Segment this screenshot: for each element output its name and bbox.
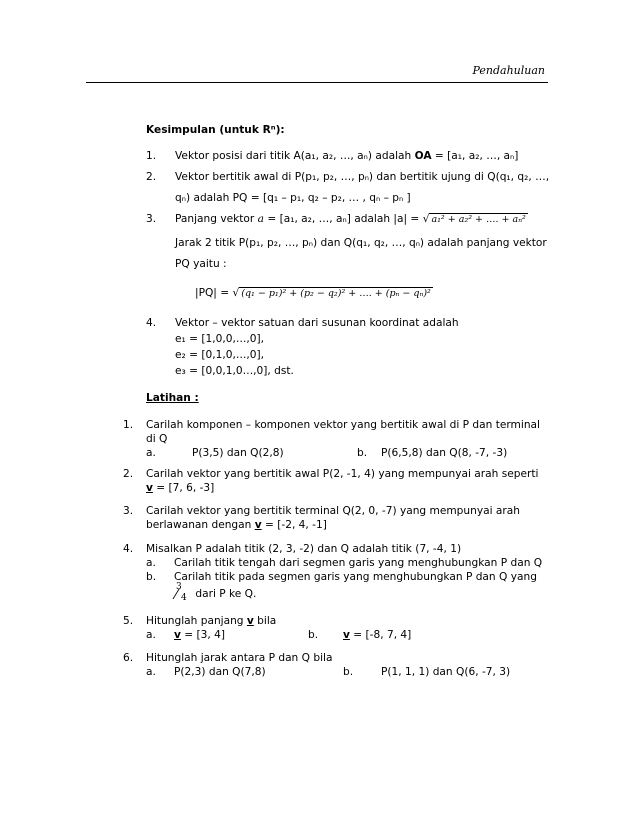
item-number: 4. (146, 317, 157, 329)
conclusion-item-2-line1: Vektor bertitik awal di P(p₁, p₂, …, pₙ) dan bertitik ujung di Q(q₁, q₂, …, (175, 171, 550, 183)
sub-label: a. (146, 666, 156, 678)
vector-a: a (257, 213, 264, 225)
exercise-number: 6. (123, 652, 134, 664)
exercise-text: Hitunglah panjang (146, 615, 247, 627)
fraction-denominator: 4 (181, 593, 187, 603)
pq-radicand: (q₁ − p₁)² + (p₂ − q₂)² + …. + (pₙ − qₙ)² (241, 288, 431, 299)
exercise-1a: P(3,5) dan Q(2,8) (192, 447, 284, 459)
vector-oa: OA (414, 150, 432, 162)
conclusion-item-2-line2: qₙ) adalah PQ = [q₁ – p₁, q₂ – p₂, … , qₙ – pₙ ] (175, 192, 411, 204)
vector-v: v (254, 519, 262, 531)
exercise-5a (174, 629, 225, 641)
unit-vector-e2: e₂ = [0,1,0,…,0], (175, 349, 265, 361)
sub-label: b. (343, 666, 354, 678)
conclusion-item-3-line1 (175, 213, 528, 225)
item-number: 2. (146, 171, 157, 183)
fraction-three-quarters (174, 582, 188, 603)
exercise-text: berlawanan dengan (146, 519, 255, 531)
exercise-4-line1: Misalkan P adalah titik (2, 3, -2) dan Q adalah titik (7, -4, 1) (146, 543, 462, 555)
exercise-4b: Carilah titik pada segmen garis yang menghubungkan P dan Q yang (174, 571, 537, 583)
exercise-6a: P(2,3) dan Q(7,8) (174, 666, 266, 678)
exercise-3-line1: Carilah vektor yang bertitik terminal Q(2, 0, -7) yang mempunyai arah (146, 505, 520, 517)
exercise-5-line1 (146, 615, 276, 627)
fraction-numerator: 3 (176, 582, 182, 592)
item-number: 1. (146, 150, 157, 162)
vector-v: v (146, 482, 153, 494)
norm-formula: √ a₁² + a₂² + …. + aₙ² (422, 213, 526, 225)
exercise-number: 3. (123, 505, 134, 517)
sub-label: b. (146, 571, 157, 583)
exercise-4b-line2 (174, 582, 257, 603)
pq-label: |PQ| = (195, 287, 230, 299)
exercise-number: 1. (123, 419, 134, 431)
item-text: Vektor posisi dari titik A(a₁, a₂, …, aₙ) adalah (175, 150, 415, 162)
exercise-number: 4. (123, 543, 134, 555)
exercise-text: = [-8, 7, 4] (349, 629, 412, 641)
sub-label: b. (357, 447, 368, 459)
sub-label: a. (146, 447, 156, 459)
exercise-3-line2 (146, 519, 327, 531)
sub-label: a. (146, 629, 156, 641)
norm-radicand: a₁² + a₂² + …. + aₙ² (431, 214, 526, 225)
exercise-6-line1: Hitunglah jarak antara P dan Q bila (146, 652, 333, 664)
exercise-number: 2. (123, 468, 134, 480)
pq-distance-formula (195, 287, 433, 299)
exercise-text: dari P ke Q. (195, 588, 257, 600)
conclusion-item-3-line3: PQ yaitu : (175, 258, 227, 270)
exercise-text: bila (253, 615, 277, 627)
item-text: = [a₁, a₂, …, aₙ] (431, 150, 519, 162)
exercise-text: = [-2, 4, -1] (261, 519, 327, 531)
conclusion-heading: Kesimpulan (untuk Rⁿ): (146, 124, 285, 136)
exercise-2-line2 (146, 482, 214, 494)
vector-v: v (246, 615, 254, 627)
exercise-text: = [3, 4] (180, 629, 225, 641)
fraction-slash: ⁄ (175, 587, 178, 603)
vector-v: v (343, 629, 350, 641)
pq-sqrt: √ (q₁ − p₁)² + (p₂ − q₂)² + …. + (pₙ − qₙ)² (232, 287, 431, 299)
exercise-1-line1: Carilah komponen – komponen vektor yang bertitik awal di P dan terminal (146, 419, 540, 431)
sub-label: b. (308, 629, 319, 641)
item-text: = [a₁, a₂, …, aₙ] adalah |a| = (263, 213, 420, 225)
unit-vector-e1: e₁ = [1,0,0,…,0], (175, 333, 265, 345)
exercise-6b: P(1, 1, 1) dan Q(6, -7, 3) (381, 666, 511, 678)
header-rule (86, 82, 548, 83)
exercise-4a: Carilah titik tengah dari segmen garis yang menghubungkan P dan Q (174, 557, 543, 569)
latihan-heading: Latihan : (146, 392, 199, 404)
vector-v: v (174, 629, 181, 641)
exercise-2-line1: Carilah vektor yang bertitik awal P(2, -1, 4) yang mempunyai arah seperti (146, 468, 539, 480)
exercise-5b (343, 629, 411, 641)
exercise-1-line2: di Q (146, 433, 168, 445)
exercise-number: 5. (123, 615, 134, 627)
conclusion-item-4-line1: Vektor – vektor satuan dari susunan koordinat adalah (175, 317, 459, 329)
exercise-text: = [7, 6, -3] (152, 482, 215, 494)
item-number: 3. (146, 213, 157, 225)
exercise-1b: P(6,5,8) dan Q(8, -7, -3) (381, 447, 508, 459)
conclusion-item-1 (175, 150, 518, 162)
item-text: Panjang vektor (175, 213, 258, 225)
running-header: Pendahuluan (472, 64, 545, 77)
sub-label: a. (146, 557, 156, 569)
unit-vector-e3: e₃ = [0,0,1,0…,0], dst. (175, 365, 294, 377)
conclusion-item-3-line2: Jarak 2 titik P(p₁, p₂, …, pₙ) dan Q(q₁, q₂, …, qₙ) adalah panjang vektor (175, 237, 547, 249)
